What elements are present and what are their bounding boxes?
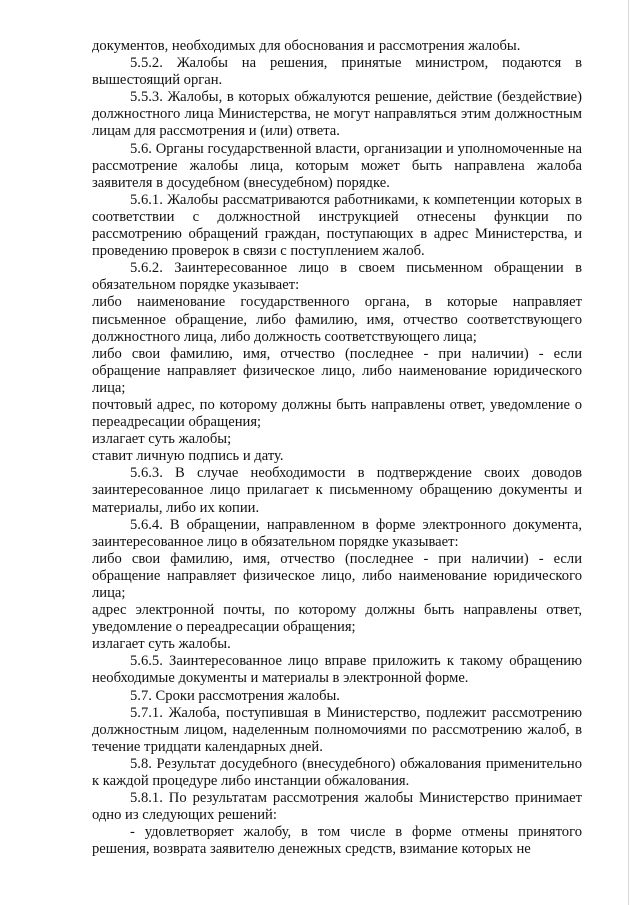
paragraph: почтовый адрес, по которому должны быть направлены ответ, уведомление о переадресации обращения; bbox=[92, 396, 582, 431]
paragraph: - удовлетворяет жалобу, в том числе в форме отмены принятого решения, возврата заявителю денежных средств, взимание которых не bbox=[92, 824, 582, 858]
paragraph: адрес электронной почты, по которому должны быть направлены ответ, уведомление о переадресации обращения; bbox=[92, 602, 582, 636]
paragraph: 5.5.3. Жалобы, в которых обжалуются решение, действие (бездействие) должностного лица Министерства, не могут направляться этим должностным лицам для рассмотрения и (или) ответа. bbox=[92, 89, 582, 140]
paragraph: 5.6. Органы государственной власти, организации и уполномоченные на рассмотрение жалобы лица, которым может быть направлена жалоба заявителя в досудебном (внесудебном) порядке. bbox=[92, 140, 582, 191]
paragraph: ставит личную подпись и дату. bbox=[92, 448, 284, 465]
paragraph: либо свои фамилию, имя, отчество (последнее - при наличии) - если обращение направляет физическое лицо, либо наименование юридического лица; bbox=[92, 550, 582, 601]
paragraph: 5.8. Результат досудебного (внесудебного) обжалования применительно к каждой процедуре либо инстанции обжалования. bbox=[92, 755, 582, 790]
paragraph: документов, необходимых для обоснования и рассмотрения жалобы. bbox=[92, 38, 521, 54]
paragraph: излагает суть жалобы; bbox=[92, 431, 232, 448]
paragraph: либо свои фамилию, имя, отчество (последнее - при наличии) - если обращение направляет физическое лицо, либо наименование юридического лица; bbox=[92, 345, 582, 396]
paragraph: 5.7. Сроки рассмотрения жалобы. bbox=[130, 687, 340, 704]
paragraph: 5.8.1. По результатам рассмотрения жалобы Министерство принимает одно из следующих решений: bbox=[92, 790, 582, 824]
paragraph: 5.6.4. В обращении, направленном в форме электронного документа, заинтересованное лицо в обязательном порядке указывает: bbox=[92, 516, 582, 550]
paragraph: 5.6.5. Заинтересованное лицо вправе приложить к такому обращению необходимые документы и материалы в электронной форме. bbox=[92, 653, 582, 687]
paragraph: либо наименование государственного органа, в которые направляет письменное обращение, либо фамилию, имя, отчество соответствующего должностного лица, либо должность соответствующего лица; bbox=[92, 294, 582, 345]
paragraph: 5.7.1. Жалоба, поступившая в Министерство, подлежит рассмотрению должностным лицом, наделенным полномочиями по рассмотрению жалоб, в течение тридцати календарных дней. bbox=[92, 704, 582, 755]
scan-edge-line bbox=[628, 0, 629, 905]
paragraph: 5.6.2. Заинтересованное лицо в своем письменном обращении в обязательном порядке указывает: bbox=[92, 260, 582, 294]
paragraph: 5.6.1. Жалобы рассматриваются работниками, к компетенции которых в соответствии с должностной инструкцией отнесены функции по рассмотрению обращений граждан, поступающих в адрес Министерства, и проведению проверок в связи с поступлением жалоб. bbox=[92, 191, 582, 260]
paragraph: 5.6.3. В случае необходимости в подтверждение своих доводов заинтересованное лицо прилагает к письменному обращению документы и материалы, либо их копии. bbox=[92, 465, 582, 516]
paragraph: 5.5.2. Жалобы на решения, принятые министром, подаются в вышестоящий орган. bbox=[92, 55, 582, 89]
paragraph: излагает суть жалобы. bbox=[92, 636, 231, 653]
document-body bbox=[92, 38, 582, 859]
